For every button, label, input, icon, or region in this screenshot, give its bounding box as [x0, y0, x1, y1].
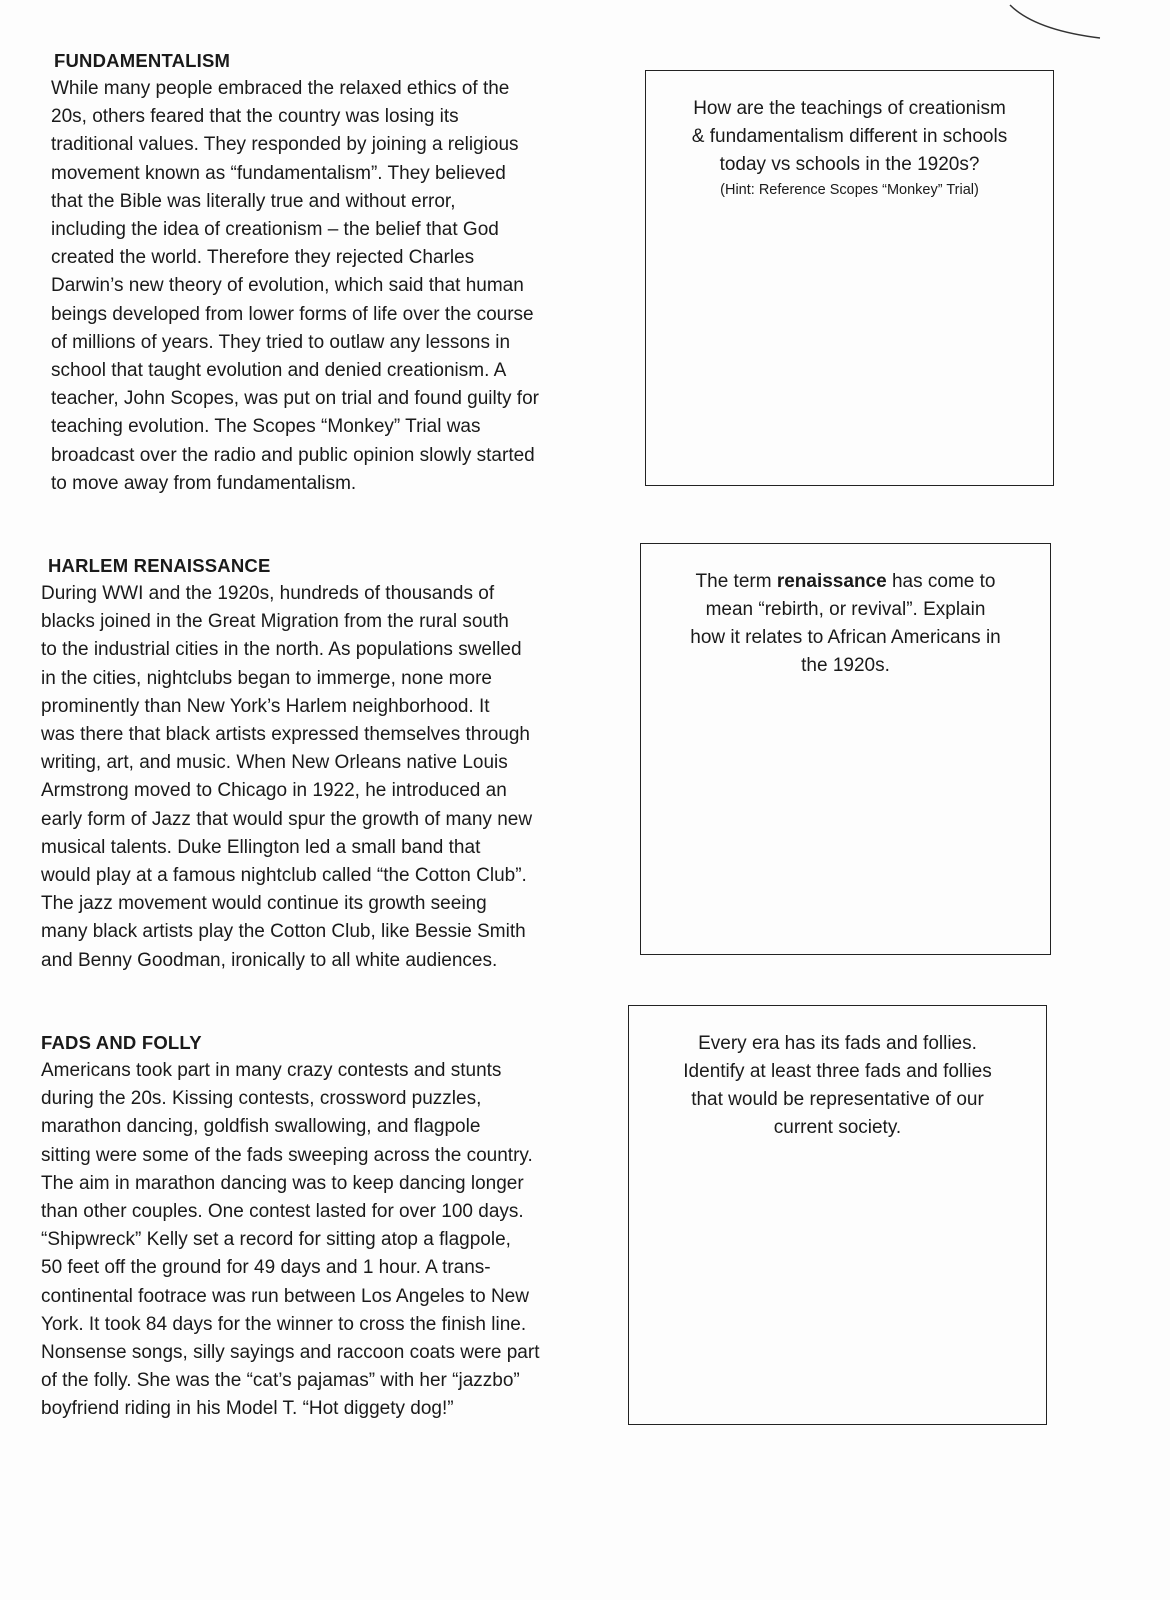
- body-line: 50 feet off the ground for 49 days and 1 hour. A trans-: [41, 1257, 491, 1279]
- section-fundamentalism: [51, 47, 539, 498]
- body-line: Americans took part in many crazy contests and stunts: [41, 1060, 502, 1081]
- body-line: York. It took 84 days for the winner to cross the finish line.: [41, 1313, 527, 1335]
- body-line: marathon dancing, goldfish swallowing, and flagpole: [41, 1116, 481, 1138]
- answer-box-fads[interactable]: [628, 1005, 1047, 1425]
- section-heading: FUNDAMENTALISM: [54, 50, 231, 71]
- body-line: 20s, others feared that the country was losing its: [51, 106, 459, 128]
- body-line: blacks joined in the Great Migration from the rural south: [41, 611, 509, 633]
- question-hint: (Hint: Reference Scopes “Monkey” Trial): [720, 182, 979, 198]
- body-line: than other couples. One contest lasted for over 100 days.: [41, 1201, 524, 1223]
- body-line: Darwin’s new theory of evolution, which said that human: [51, 275, 524, 297]
- body-line: of millions of years. They tried to outlaw any lessons in: [51, 331, 511, 353]
- body-line: teaching evolution. The Scopes “Monkey” Trial was: [51, 416, 481, 438]
- body-line: sitting were some of the fads sweeping across the country.: [41, 1144, 533, 1166]
- question-line: how it relates to African Americans in: [690, 627, 1001, 648]
- section-body: [41, 1057, 539, 1424]
- section-body: [51, 75, 539, 498]
- body-line: that the Bible was literally true and without error,: [51, 190, 456, 212]
- body-line: prominently than New York’s Harlem neighborhood. It: [41, 695, 490, 717]
- body-line: during the 20s. Kissing contests, crossword puzzles,: [41, 1088, 482, 1110]
- body-line: created the world. Therefore they rejected Charles: [51, 247, 475, 269]
- body-line: Nonsense songs, silly sayings and raccoon coats were part: [41, 1342, 540, 1364]
- question-line: today vs schools in the 1920s?: [719, 154, 980, 175]
- body-line: was there that black artists expressed themselves through: [41, 724, 530, 746]
- question-line: How are the teachings of creationism: [693, 98, 1006, 119]
- question-line: Identify at least three fads and follies: [683, 1061, 992, 1082]
- body-line: musical talents. Duke Ellington led a small band that: [41, 836, 481, 858]
- body-line: continental footrace was run between Los Angeles to New: [41, 1285, 529, 1307]
- body-line: Armstrong moved to Chicago in 1922, he introduced an: [41, 780, 507, 802]
- body-line: “Shipwreck” Kelly set a record for sitting atop a flagpole,: [41, 1229, 511, 1251]
- body-line: and Benny Goodman, ironically to all white audiences.: [41, 949, 498, 971]
- question-line: that would be representative of our: [691, 1089, 984, 1110]
- body-line: to the industrial cities in the north. As populations swelled: [41, 639, 522, 661]
- section-fads-and-folly: [41, 1029, 539, 1424]
- body-line: writing, art, and music. When New Orleans native Louis: [41, 752, 508, 774]
- body-line: teacher, John Scopes, was put on trial and found guilty for: [51, 388, 539, 410]
- section-harlem-renaissance: [41, 552, 533, 975]
- body-line: While many people embraced the relaxed ethics of the: [51, 78, 510, 99]
- body-line: in the cities, nightclubs began to immerge, none more: [41, 667, 492, 689]
- section-heading: FADS AND FOLLY: [41, 1032, 202, 1053]
- body-line: of the folly. She was the “cat’s pajamas” with her “jazzbo”: [41, 1370, 520, 1392]
- question-text: has come to: [886, 571, 996, 592]
- question-text: The term: [695, 571, 777, 592]
- scan-mark-icon: [1005, 0, 1115, 50]
- question-line: current society.: [773, 1117, 902, 1138]
- body-line: would play at a famous nightclub called “the Cotton Club”.: [41, 865, 527, 887]
- body-line: movement known as “fundamentalism”. They believed: [51, 162, 506, 184]
- question-line: Every era has its fads and follies.: [698, 1033, 977, 1054]
- body-line: traditional values. They responded by joining a religious: [51, 134, 519, 156]
- section-body: [41, 580, 532, 975]
- answer-box-fundamentalism[interactable]: [645, 70, 1054, 486]
- question-bold-term: renaissance: [776, 571, 887, 592]
- body-line: including the idea of creationism – the belief that God: [51, 219, 499, 241]
- body-line: The jazz movement would continue its growth seeing: [41, 893, 487, 915]
- body-line: boyfriend riding in his Model T. “Hot diggety dog!”: [41, 1398, 454, 1420]
- question-line: mean “rebirth, or revival”. Explain: [705, 599, 986, 620]
- body-line: many black artists play the Cotton Club, like Bessie Smith: [41, 921, 526, 943]
- body-line: school that taught evolution and denied creationism. A: [51, 360, 507, 382]
- body-line: beings developed from lower forms of life over the course: [51, 303, 534, 325]
- body-line: broadcast over the radio and public opinion slowly started: [51, 444, 535, 466]
- section-heading: HARLEM RENAISSANCE: [48, 555, 271, 576]
- question-line: & fundamentalism different in schools: [691, 126, 1008, 147]
- body-line: early form of Jazz that would spur the growth of many new: [41, 808, 533, 830]
- question-line: [641, 568, 1050, 596]
- body-line: During WWI and the 1920s, hundreds of thousands of: [41, 583, 495, 604]
- body-line: The aim in marathon dancing was to keep dancing longer: [41, 1172, 524, 1194]
- question-line: the 1920s.: [801, 655, 890, 676]
- answer-box-harlem[interactable]: [640, 543, 1051, 955]
- body-line: to move away from fundamentalism.: [51, 472, 357, 494]
